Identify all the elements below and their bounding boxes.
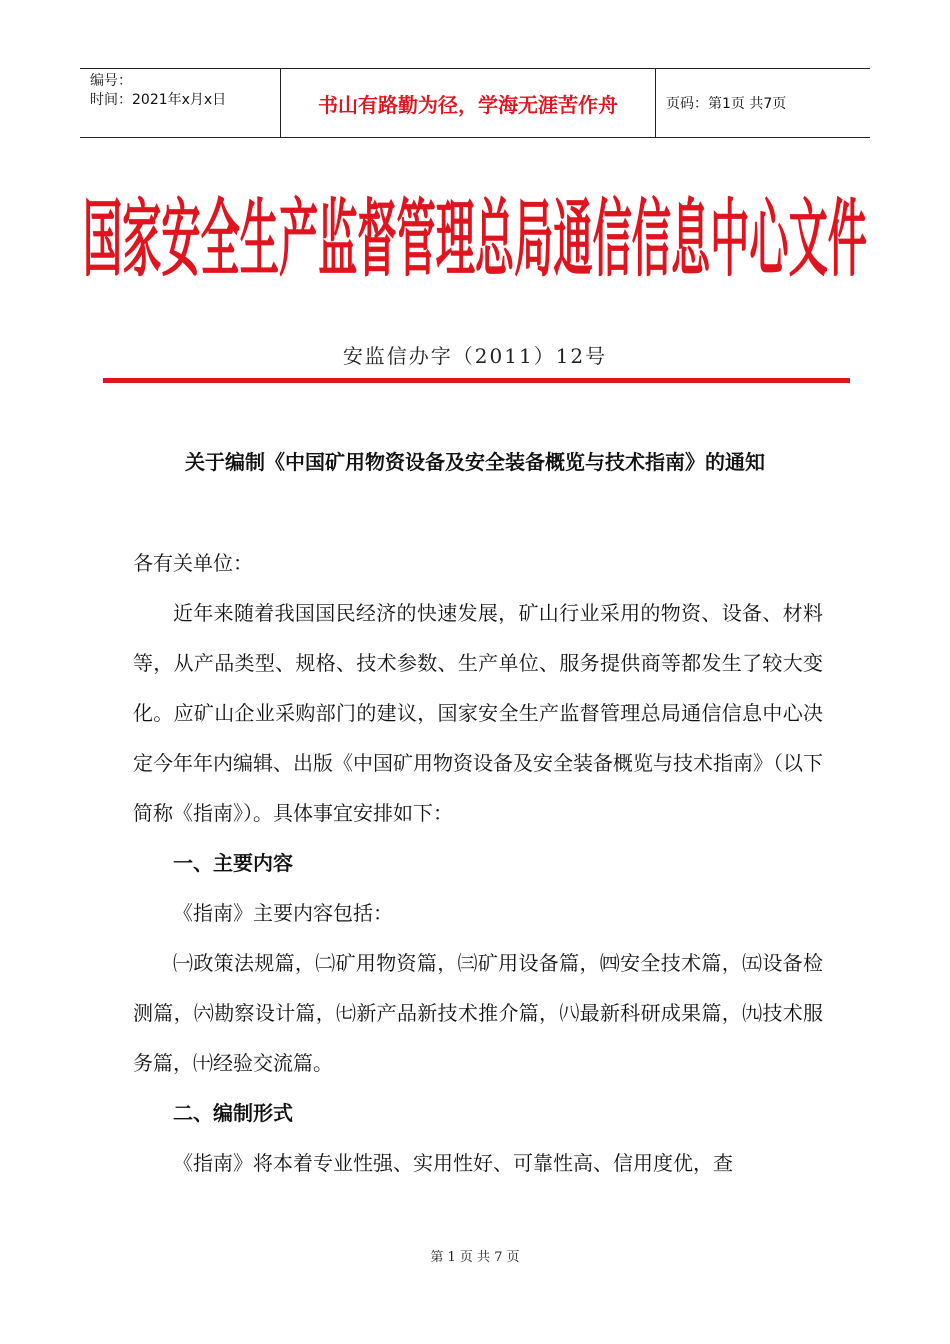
red-header-title-block — [80, 168, 870, 298]
header-meta — [80, 69, 281, 137]
number-label: 编号： — [90, 73, 132, 89]
intro-paragraph: 近年来随着我国国民经济的快速发展，矿山行业采用的物资、设备、材料等，从产品类型、规格、技术参数、生产单位、服务提供商等都发生了较大变化。应矿山企业采购部门的建议，国家安全生产监督管理总局通信信息中心决定今年年内编辑、出版《中国矿用物资设备及安全装备概览与技术指南》（以下简称《指南》）。具体事宜安排如下： — [133, 601, 823, 825]
document-body — [133, 538, 823, 1188]
notice-title: 关于编制《中国矿用物资设备及安全装备概览与技术指南》的通知 — [185, 450, 765, 474]
header-page-info: 页码：第1页 共7页 — [666, 96, 787, 112]
red-divider-line — [103, 378, 850, 383]
document-number: 安监信办字（2011）12号 — [342, 344, 608, 368]
section2-text: 《指南》将本着专业性强、实用性好、可靠性高、信用度优，查 — [173, 1151, 733, 1175]
section2-heading: 二、编制形式 — [173, 1101, 293, 1125]
time-label: 时间：2021年x月x日 — [90, 92, 227, 108]
salutation: 各有关单位： — [133, 551, 253, 575]
section1-heading: 一、主要内容 — [173, 851, 293, 875]
header-table — [80, 68, 870, 138]
section1-items: ㈠政策法规篇，㈡矿用物资篇，㈢矿用设备篇，㈣安全技术篇，㈤设备检测篇，㈥勘察设计篇，㈦新产品新技术推介篇，㈧最新科研成果篇，㈨技术服务篇，㈩经验交流篇。 — [133, 951, 823, 1075]
header-motto: 书山有路勤为径，学海无涯苦作舟 — [281, 69, 656, 137]
section1-lead: 《指南》主要内容包括： — [173, 901, 393, 925]
red-header-title: 国家安全生产监督管理总局通信信息中心文件 — [83, 192, 867, 289]
page-footer: 第 1 页 共 7 页 — [430, 1250, 520, 1265]
